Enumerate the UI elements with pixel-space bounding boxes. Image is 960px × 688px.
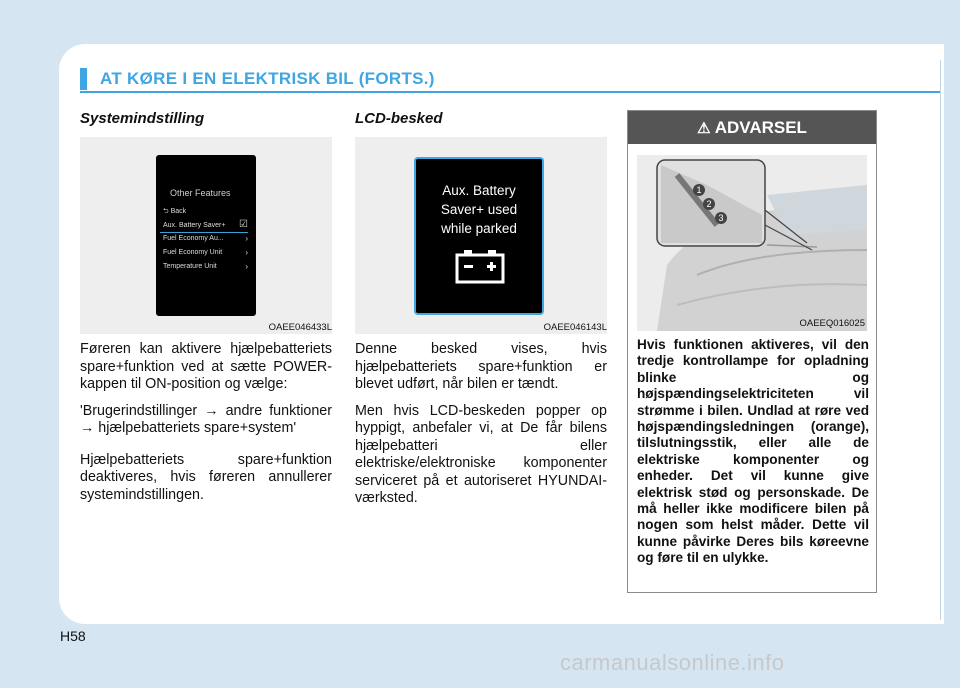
header-accent — [80, 68, 87, 90]
page-number: H58 — [60, 628, 86, 644]
menu-item-aux-battery: Aux. Battery Saver+ — [163, 222, 226, 229]
paragraph: Denne besked vises, hvis hjælpebatteriets spare+funktion er blevet udført, når bilen er tændt. — [355, 341, 607, 392]
heading-systemindstilling: Systemindstilling — [80, 110, 205, 127]
callout-1: 1 — [693, 184, 705, 196]
warning-title: ADVARSEL — [714, 118, 807, 137]
back-icon: ⮌ — [163, 208, 171, 215]
figure-caption: OAEEQ016025 — [799, 318, 865, 329]
battery-icon — [455, 250, 505, 284]
figure-lcd-message — [355, 137, 607, 334]
warning-box — [627, 110, 877, 593]
paragraph: 'Brugerindstillinger → andre funktioner → hjælpebatteriets spare+system' — [80, 402, 332, 436]
paragraph: Hjælpebatteriets spare+funktion deaktiveres, hvis føreren annullerer systemindstillingen. — [80, 451, 332, 503]
warning-text: Hvis funktionen aktiveres, vil den tredje kontrollampe for opladning blinke og højspændingselektriciteten vil strømme i bilen. Undlad at røre ved højspændingsledningen (orange), tilslutningsstik, eller alle de elektriske komponenter og enheder. Det vil kunne give elektrisk stød og personskade. De må heller ikke modificere bilen på nogen som helst måder. Dette vil kunne påvirke Deres bils køreevne og føre til en ulykke. — [637, 337, 869, 566]
car-hood-drawing — [637, 155, 867, 331]
lcd-line: Aux. Battery — [442, 183, 516, 198]
callout-2: 2 — [703, 198, 715, 210]
paragraph: Føreren kan aktivere hjælpebatteriets spare+funktion ved at sætte POWER-kappen til ON-position og vælge: — [80, 341, 332, 392]
chevron-right-icon: › — [245, 248, 248, 257]
chevron-right-icon: › — [245, 262, 248, 271]
figure-caption: OAEE046433L — [268, 322, 332, 333]
warning-header — [628, 111, 876, 144]
paragraph: Men hvis LCD-beskeden popper op hyppigt, anbefaler vi, at De får bilens hjælpebatteri eller elektriske/elektroniske komponenter serviceret på et autoriseret HYUNDAI-værksted. — [355, 402, 607, 506]
figure-system-setting — [80, 137, 332, 334]
callout-3: 3 — [715, 212, 727, 224]
body-text-col1 — [80, 341, 332, 513]
lcd-message-screen — [414, 157, 544, 315]
chevron-right-icon: › — [245, 234, 248, 243]
menu-item-temperature-unit: Temperature Unit — [163, 263, 217, 270]
heading-lcd-besked: LCD-besked — [355, 110, 443, 127]
watermark: carmanualsonline.info — [560, 650, 785, 675]
section-title: AT KØRE I EN ELEKTRISK BIL (FORTS.) — [100, 69, 435, 88]
cluster-menu-screen — [156, 155, 256, 316]
figure-caption: OAEE046143L — [543, 322, 607, 333]
menu-title: Other Features — [170, 188, 231, 198]
menu-item-fuel-economy-unit: Fuel Economy Unit — [163, 249, 223, 256]
margin-rule — [940, 60, 941, 620]
warning-triangle-icon: ⚠ — [697, 120, 715, 137]
menu-item-fuel-economy-auto: Fuel Economy Au... — [163, 235, 224, 242]
menu-item-back: ⮌ Back — [163, 208, 187, 215]
lcd-line: while parked — [441, 221, 517, 236]
lcd-line: Saver+ used — [440, 202, 518, 217]
body-text-col2 — [355, 341, 607, 517]
header-rule — [80, 91, 940, 93]
check-icon: ☑ — [239, 219, 248, 230]
section-header — [80, 68, 940, 90]
engine-bay-illustration — [637, 155, 867, 331]
